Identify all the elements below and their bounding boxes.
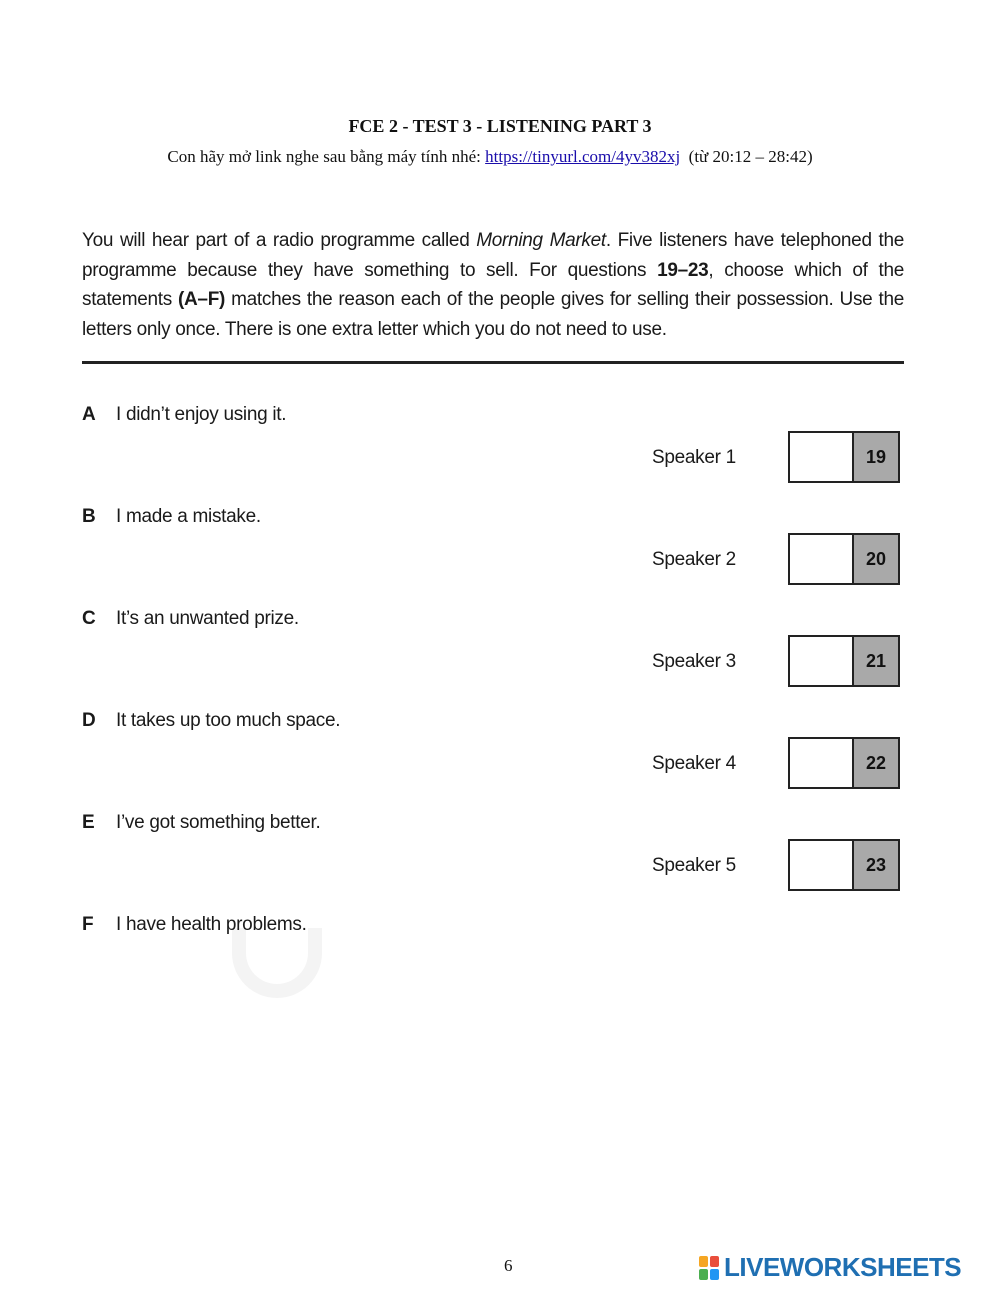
answer-input-23[interactable] [790,841,854,889]
task-instructions [82,226,904,344]
liveworksheets-logo-icon [698,1255,720,1281]
brand-name: LIVEWORKSHEETS [724,1252,962,1282]
option-text: It’s an unwanted prize. [116,608,299,629]
instructions-text-2: . Five listeners have telephoned the programme because they have something to sell. For questions [82,230,904,281]
option-e [82,812,321,834]
option-text: I made a mistake. [116,506,261,527]
instructions-text-3: , choose which of the statements [82,259,904,310]
option-text: I didn’t enjoy using it. [116,404,287,425]
option-a [82,404,286,426]
question-number: 20 [854,535,898,583]
option-text: I have health problems. [116,914,307,935]
speaker-1-answer-box [788,431,900,483]
question-range: 19–23 [657,259,709,281]
question-number: 19 [854,433,898,481]
instructions-text-1: You will hear part of a radio programme called [82,230,470,251]
page-title: FCE 2 - TEST 3 - LISTENING PART 3 [348,116,652,136]
time-range-text: (từ 20:12 – 28:42) [688,147,813,166]
question-number: 21 [854,637,898,685]
option-letter: D [82,710,96,731]
speaker-2-answer-box [788,533,900,585]
speaker-5-label: Speaker 5 [652,855,736,876]
answer-input-19[interactable] [790,433,854,481]
option-letter: A [82,404,96,425]
option-letter: C [82,608,96,629]
option-text: It takes up too much space. [116,710,341,731]
speaker-4-answer-box [788,737,900,789]
speaker-1-label: Speaker 1 [652,447,736,468]
option-text: I’ve got something better. [116,812,321,833]
programme-name: Morning Market [476,230,606,251]
answer-input-20[interactable] [790,535,854,583]
statement-letters: (A–F) [177,289,226,310]
speaker-5-answer-box [788,839,900,891]
link-intro-text: Con hãy mở link nghe sau bằng máy tính nhé: [167,147,481,166]
question-number: 22 [854,739,898,787]
option-f [82,914,307,936]
speaker-4-label: Speaker 4 [652,753,736,774]
answer-input-21[interactable] [790,637,854,685]
answer-input-22[interactable] [790,739,854,787]
listening-link-line [0,147,980,167]
option-c [82,608,299,630]
speaker-3-label: Speaker 3 [652,651,736,672]
speaker-2-label: Speaker 2 [652,549,736,570]
page-number: 6 [504,1256,513,1275]
instructions-text-4: matches the reason each of the people gives for selling their possession. Use the letters only once. There is one extra letter which you do not need to use. [82,289,904,340]
option-letter: F [82,914,94,935]
option-d [82,710,340,732]
question-number: 23 [854,841,898,889]
speaker-3-answer-box [788,635,900,687]
background-watermark [232,928,322,998]
liveworksheets-brand[interactable] [698,1252,961,1283]
audio-link[interactable]: https://tinyurl.com/4yv382xj [485,147,681,166]
option-letter: B [82,506,96,527]
option-b [82,506,261,528]
divider-line [82,361,904,364]
option-letter: E [82,812,95,833]
